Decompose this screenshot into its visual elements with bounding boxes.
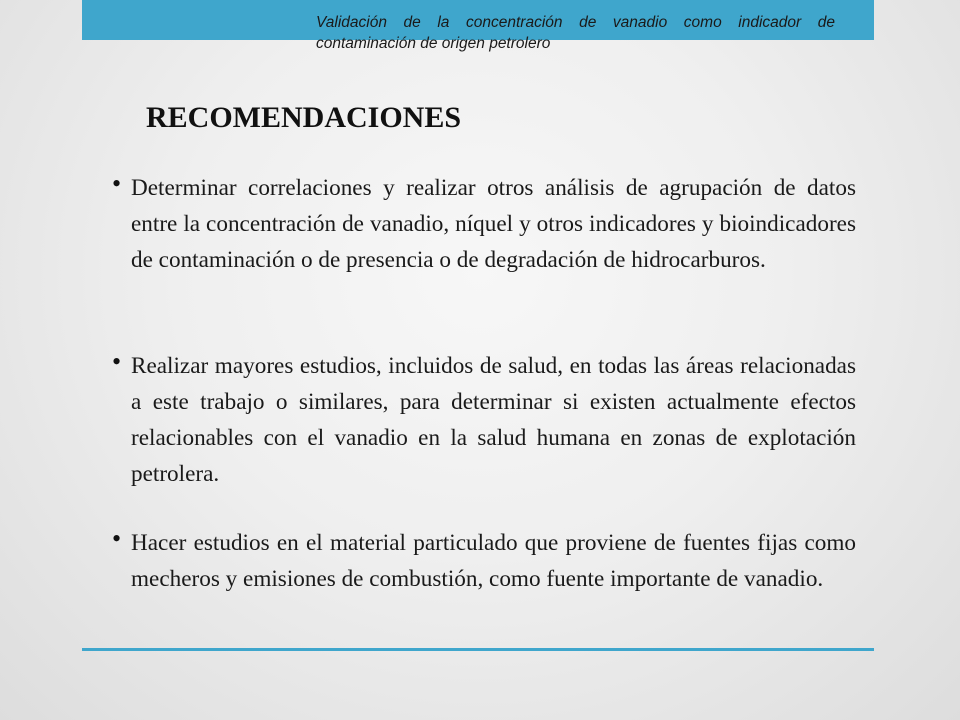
bullet-icon: • — [112, 347, 122, 376]
header-caption: Validación de la concentración de vanadio como indicador de contaminación de origen petrolero — [316, 14, 835, 52]
bullet-text: Hacer estudios en el material particulado que proviene de fuentes fijas como mecheros y emisiones de combustión, como fuente importante de vanadio. — [131, 530, 856, 592]
bullet-text: Determinar correlaciones y realizar otros análisis de agrupación de datos entre la concentración de vanadio, níquel y otros indicadores y bioindicadores de contaminación o de presencia o de degradación de hidrocarburos. — [131, 175, 856, 273]
slide-title: RECOMENDACIONES — [146, 101, 462, 134]
bottom-divider — [82, 648, 874, 651]
bullet-icon: • — [112, 169, 122, 198]
bullet-text: Realizar mayores estudios, incluidos de salud, en todas las áreas relacionadas a este trabajo o similares, para determinar si existen actualmente efectos relacionables con el vanadio en la salud humana en zonas de explotación petrolera. — [131, 353, 856, 487]
bullet-icon: • — [112, 524, 122, 553]
